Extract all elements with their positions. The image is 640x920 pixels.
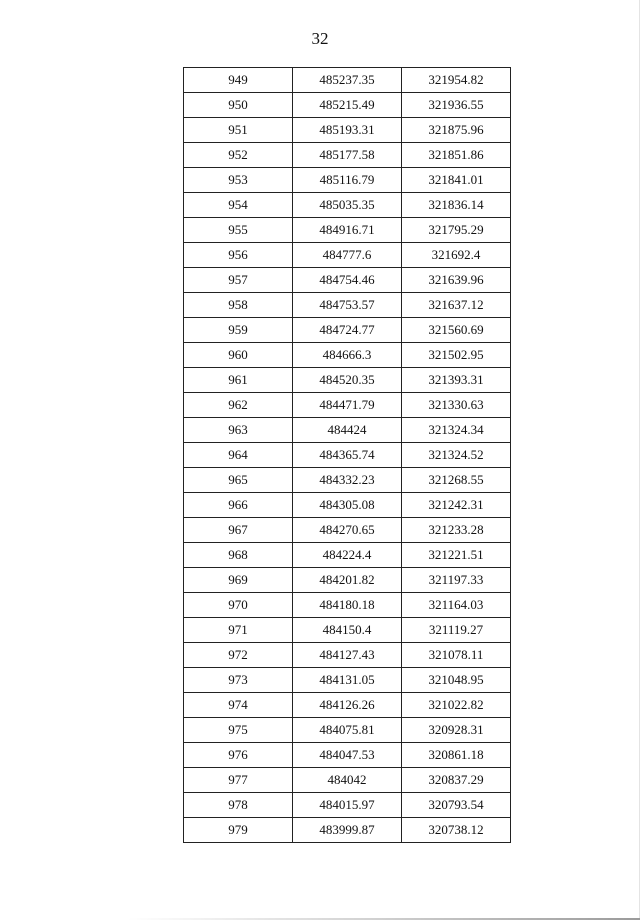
- point-number-cell: 958: [184, 293, 293, 318]
- y-coordinate-cell: 321324.52: [402, 443, 511, 468]
- point-number-cell: 974: [184, 693, 293, 718]
- point-number-cell: 967: [184, 518, 293, 543]
- x-coordinate-cell: 484126.26: [293, 693, 402, 718]
- x-coordinate-cell: 483999.87: [293, 818, 402, 843]
- point-number-cell: 965: [184, 468, 293, 493]
- table-row: [184, 818, 511, 843]
- y-coordinate-cell: 321851.86: [402, 143, 511, 168]
- x-coordinate-cell: 484471.79: [293, 393, 402, 418]
- y-coordinate-cell: 321233.28: [402, 518, 511, 543]
- x-coordinate-cell: 484042: [293, 768, 402, 793]
- point-number-cell: 966: [184, 493, 293, 518]
- point-number-cell: 968: [184, 543, 293, 568]
- x-coordinate-cell: 484047.53: [293, 743, 402, 768]
- point-number-cell: 951: [184, 118, 293, 143]
- point-number-cell: 957: [184, 268, 293, 293]
- coordinates-table-body: [184, 68, 511, 843]
- y-coordinate-cell: 321197.33: [402, 568, 511, 593]
- x-coordinate-cell: 484666.3: [293, 343, 402, 368]
- point-number-cell: 959: [184, 318, 293, 343]
- x-coordinate-cell: 484270.65: [293, 518, 402, 543]
- y-coordinate-cell: 320738.12: [402, 818, 511, 843]
- x-coordinate-cell: 484916.71: [293, 218, 402, 243]
- page-number: 32: [311, 29, 329, 48]
- point-number-cell: 961: [184, 368, 293, 393]
- x-coordinate-cell: 485035.35: [293, 193, 402, 218]
- y-coordinate-cell: 321875.96: [402, 118, 511, 143]
- coordinates-table: [183, 67, 511, 843]
- y-coordinate-cell: 321119.27: [402, 618, 511, 643]
- table-row: [184, 143, 511, 168]
- point-number-cell: 952: [184, 143, 293, 168]
- x-coordinate-cell: 485193.31: [293, 118, 402, 143]
- y-coordinate-cell: 321221.51: [402, 543, 511, 568]
- point-number-cell: 950: [184, 93, 293, 118]
- x-coordinate-cell: 484365.74: [293, 443, 402, 468]
- y-coordinate-cell: 321560.69: [402, 318, 511, 343]
- x-coordinate-cell: 485237.35: [293, 68, 402, 93]
- x-coordinate-cell: 484201.82: [293, 568, 402, 593]
- table-row: [184, 518, 511, 543]
- point-number-cell: 972: [184, 643, 293, 668]
- table-row: [184, 643, 511, 668]
- y-coordinate-cell: 321268.55: [402, 468, 511, 493]
- x-coordinate-cell: 484127.43: [293, 643, 402, 668]
- table-row: [184, 343, 511, 368]
- table-row: [184, 193, 511, 218]
- table-row: [184, 368, 511, 393]
- x-coordinate-cell: 485215.49: [293, 93, 402, 118]
- x-coordinate-cell: 484332.23: [293, 468, 402, 493]
- y-coordinate-cell: 321692.4: [402, 243, 511, 268]
- x-coordinate-cell: 484015.97: [293, 793, 402, 818]
- y-coordinate-cell: 321637.12: [402, 293, 511, 318]
- y-coordinate-cell: 320837.29: [402, 768, 511, 793]
- y-coordinate-cell: 321393.31: [402, 368, 511, 393]
- y-coordinate-cell: 321502.95: [402, 343, 511, 368]
- y-coordinate-cell: 321954.82: [402, 68, 511, 93]
- point-number-cell: 976: [184, 743, 293, 768]
- x-coordinate-cell: 484424: [293, 418, 402, 443]
- y-coordinate-cell: 321639.96: [402, 268, 511, 293]
- y-coordinate-cell: 321324.34: [402, 418, 511, 443]
- table-row: [184, 668, 511, 693]
- y-coordinate-cell: 321022.82: [402, 693, 511, 718]
- table-row: [184, 568, 511, 593]
- y-coordinate-cell: 321936.55: [402, 93, 511, 118]
- table-row: [184, 218, 511, 243]
- table-row: [184, 243, 511, 268]
- table-row: [184, 768, 511, 793]
- table-row: [184, 418, 511, 443]
- table-row: [184, 718, 511, 743]
- point-number-cell: 978: [184, 793, 293, 818]
- y-coordinate-cell: 321048.95: [402, 668, 511, 693]
- table-row: [184, 168, 511, 193]
- x-coordinate-cell: 484520.35: [293, 368, 402, 393]
- point-number-cell: 979: [184, 818, 293, 843]
- y-coordinate-cell: 320861.18: [402, 743, 511, 768]
- table-row: [184, 793, 511, 818]
- point-number-cell: 955: [184, 218, 293, 243]
- point-number-cell: 975: [184, 718, 293, 743]
- point-number-cell: 954: [184, 193, 293, 218]
- x-coordinate-cell: 484724.77: [293, 318, 402, 343]
- point-number-cell: 960: [184, 343, 293, 368]
- point-number-cell: 977: [184, 768, 293, 793]
- y-coordinate-cell: 320793.54: [402, 793, 511, 818]
- table-row: [184, 693, 511, 718]
- point-number-cell: 970: [184, 593, 293, 618]
- x-coordinate-cell: 484150.4: [293, 618, 402, 643]
- x-coordinate-cell: 484305.08: [293, 493, 402, 518]
- point-number-cell: 963: [184, 418, 293, 443]
- y-coordinate-cell: 321330.63: [402, 393, 511, 418]
- y-coordinate-cell: 321841.01: [402, 168, 511, 193]
- x-coordinate-cell: 484131.05: [293, 668, 402, 693]
- table-row: [184, 393, 511, 418]
- point-number-cell: 969: [184, 568, 293, 593]
- x-coordinate-cell: 484075.81: [293, 718, 402, 743]
- point-number-cell: 956: [184, 243, 293, 268]
- point-number-cell: 953: [184, 168, 293, 193]
- x-coordinate-cell: 484753.57: [293, 293, 402, 318]
- x-coordinate-cell: 484180.18: [293, 593, 402, 618]
- y-coordinate-cell: 321164.03: [402, 593, 511, 618]
- point-number-cell: 949: [184, 68, 293, 93]
- table-row: [184, 318, 511, 343]
- point-number-cell: 971: [184, 618, 293, 643]
- table-row: [184, 743, 511, 768]
- table-row: [184, 543, 511, 568]
- y-coordinate-cell: 320928.31: [402, 718, 511, 743]
- x-coordinate-cell: 484777.6: [293, 243, 402, 268]
- point-number-cell: 964: [184, 443, 293, 468]
- table-row: [184, 268, 511, 293]
- table-row: [184, 118, 511, 143]
- table-row: [184, 493, 511, 518]
- point-number-cell: 973: [184, 668, 293, 693]
- table-row: [184, 468, 511, 493]
- table-row: [184, 293, 511, 318]
- x-coordinate-cell: 485116.79: [293, 168, 402, 193]
- x-coordinate-cell: 484224.4: [293, 543, 402, 568]
- x-coordinate-cell: 485177.58: [293, 143, 402, 168]
- y-coordinate-cell: 321836.14: [402, 193, 511, 218]
- y-coordinate-cell: 321795.29: [402, 218, 511, 243]
- table-row: [184, 68, 511, 93]
- y-coordinate-cell: 321078.11: [402, 643, 511, 668]
- table-row: [184, 93, 511, 118]
- y-coordinate-cell: 321242.31: [402, 493, 511, 518]
- table-row: [184, 443, 511, 468]
- table-row: [184, 593, 511, 618]
- point-number-cell: 962: [184, 393, 293, 418]
- table-row: [184, 618, 511, 643]
- x-coordinate-cell: 484754.46: [293, 268, 402, 293]
